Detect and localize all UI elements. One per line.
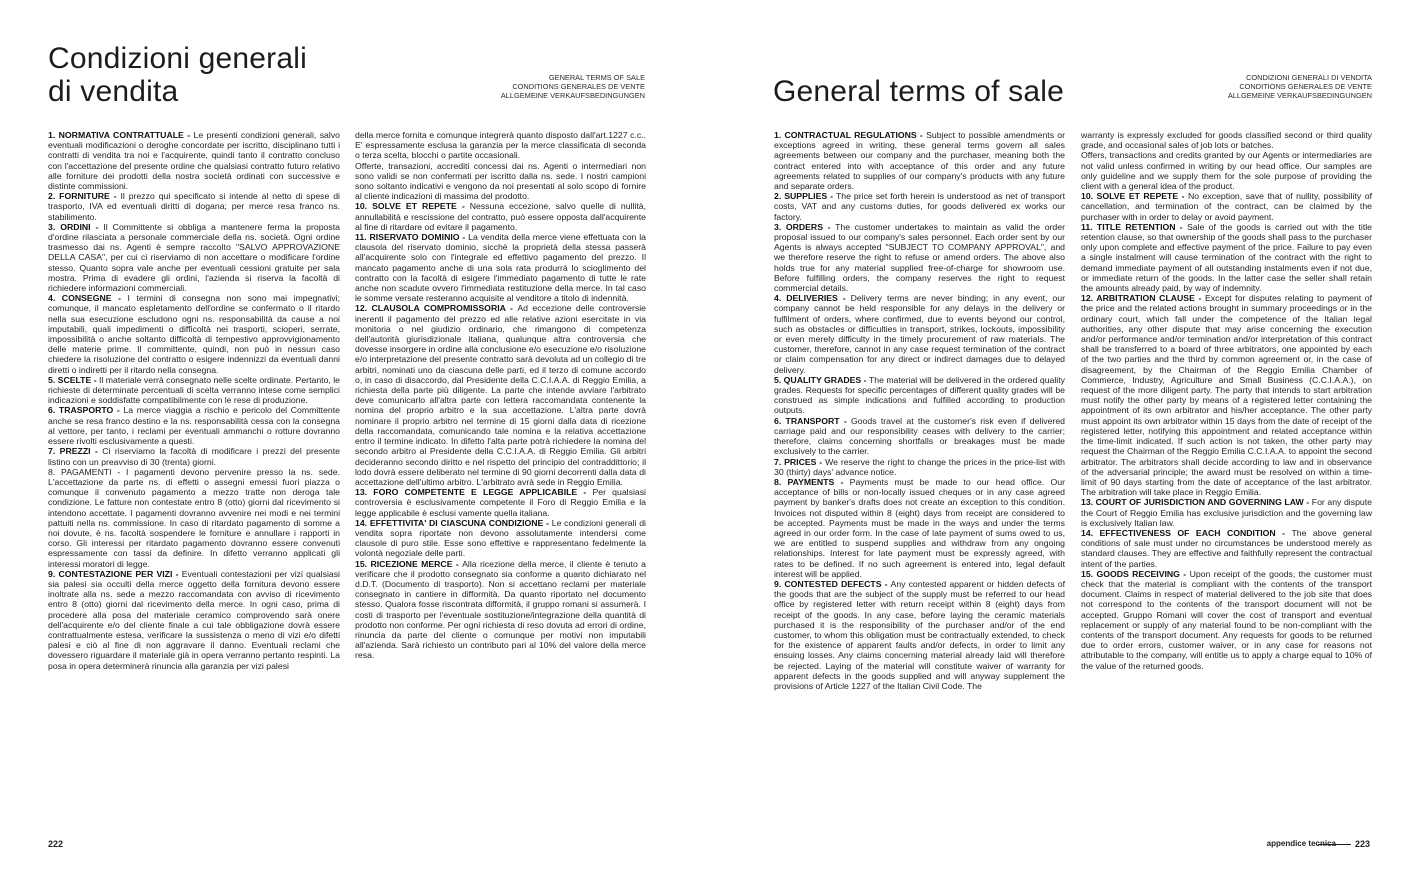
clause-paragraph: [48, 569, 340, 671]
clause-heading: 7. PREZZI -: [48, 446, 103, 457]
clause-heading: 5. QUALITY GRADES -: [774, 374, 869, 385]
language-label: CONDITIONS GENERALES DE VENTE: [1239, 82, 1372, 91]
footer-rule: [1318, 844, 1351, 845]
clause-heading: 7. PRICES -: [774, 456, 826, 467]
clause-paragraph: [774, 477, 1065, 579]
clause-text: Delivery terms are never binding; in any event, our company cannot be held responsible for any delays in the delivery or fulfilment of orders, where confirmed, due to events beyond our control, such as obstacles or difficulties in transport, strikes, lockouts, impossibility or even merely difficulty in the timely procurement of raw materials. The customer, therefore, cannot in any case request termination of the contract or claim compensation for any direct or indirect damages due to delayed delivery.: [774, 293, 1065, 375]
clause-text: Any contested apparent or hidden defects of the goods that are the subject of the supply must be referred to our head office by registered letter with return receipt within 8 (eight) days from receipt of the goods. In any case, before laying the ceramic materials purchased it is the responsibility of the purchaser and/or of the end customer, to whom this obligation must be contractually extended, to check for the existence of apparent faults and/or defects, in order to limit any ensuing losses. Any claims concerning material already laid will therefore be rejected. Laying of the material will constitute waiver of warranty for apparent defects in the goods supplied and will anyway supplement the provisions of Article 1227 of the Italian Civil Code. The: [774, 578, 1065, 691]
clause-paragraph: [774, 416, 1065, 457]
right-page-column-2: [1081, 130, 1372, 830]
clause-heading: 1. NORMATIVA CONTRATTUALE -: [48, 130, 194, 140]
clause-text: La merce viaggia a rischio e pericolo del Committente anche se resa franco destino e la ns. responsabilità cessa con la consegna al vettore, per tanto, i reclami per eventuali ammanchi o rotture dovranno essere rivolti esclusivamente a questi.: [48, 405, 340, 447]
clause-paragraph: [48, 375, 340, 406]
clause-paragraph: [355, 518, 646, 559]
clause-text: The price set forth herein is understood as net of transport costs, VAT and any customs duties, for goods delivered ex works our factory.: [774, 191, 1065, 222]
clause-heading: 14. EFFECTIVENESS OF EACH CONDITION -: [1081, 527, 1292, 538]
language-label: GENERAL TERMS OF SALE: [548, 73, 645, 82]
clause-paragraph: [1081, 569, 1372, 671]
language-label: ALLGEMEINE VERKAUFSBEDINGUNGEN: [1227, 91, 1372, 100]
clause-paragraph: [774, 191, 1065, 222]
clause-heading: 3. ORDINI -: [48, 221, 104, 232]
clause-heading: 4. DELIVERIES -: [774, 293, 851, 304]
clause-paragraph: [48, 405, 340, 446]
clause-text: I termini di consegna non sono mai impegnativi; comunque, il mancato espletamento dell'ordine se confermato o il ritardo nella sua esecuzione escludono ogni ns. responsabilità da cause a noi imputabili, quali impedimenti o difficoltà nei trasporti, scioperi, serrate, impossibilità o anche soltanto difficoltà di tempestivo approvvigionamento delle materie prime. Il committente, quindi, non può in nessun caso chiedere la risoluzione del contratto o esigere indennizzi da eventuali danni diretti o indiretti per il ritardo nella consegna.: [48, 293, 340, 375]
clause-paragraph: [774, 457, 1065, 477]
clause-heading: 11. TITLE RETENTION -: [1081, 221, 1187, 232]
clause-text: Il prezzo qui specificato si intende al netto di spese di trasporto, IVA ed eventuali diritti di dogana; per merce resa franco ns. stabilimento.: [48, 191, 340, 222]
clause-text: No exception, save that of nullity, possibility of cancellation, and termination of the contract, can be claimed by the purchaser with in order to delay or avoid payment.: [1081, 191, 1372, 222]
clause-text: warranty is expressly excluded for goods classified second or third quality grade, and occasional sales of job lots or batches.: [1081, 130, 1372, 151]
clause-heading: 12. ARBITRATION CLAUSE -: [1081, 293, 1205, 304]
clause-heading: 11. RISERVATO DOMINIO -: [355, 232, 469, 243]
clause-paragraph: [355, 201, 646, 232]
clause-paragraph: [774, 579, 1065, 691]
clause-text: Offerte, transazioni, accrediti concessi dai ns. Agenti o intermediari non sono validi se non confermati per iscritto dalla ns. sede. I nostri campioni sono soltanto indicativi e vengono da noi presentati al solo scopo di fornire al cliente indicazioni di massima del prodotto.: [355, 160, 646, 202]
clause-heading: 5. SCELTE -: [48, 374, 100, 385]
left-page-title: Condizioni generali di vendita: [48, 42, 307, 108]
clause-paragraph: [355, 161, 646, 202]
left-page-column-1: [48, 130, 340, 830]
footer-section-label: appendice tecnica: [1266, 839, 1336, 848]
clause-paragraph: [1081, 497, 1372, 528]
language-label: CONDITIONS GENERALES DE VENTE: [512, 82, 645, 91]
clause-text: Upon receipt of the goods, the customer must check that the material is compliant with the contents of the transport document. Claims in respect of material delivered to the job site that does not correspond to the contents of the transport document will not be accepted. Gruppo Romani will cover the cost of transport and eventual replacement or supply of any material found to be non-compliant with the contents of the transport document. Any requests for goods to be returned due to order errors, customer waiver, or in any case for reasons not attributable to the company, will entitle us to apply a charge equal to 10% of the value of the returned goods.: [1081, 568, 1372, 671]
clause-heading: 10. SOLVE ET REPETE -: [1081, 191, 1188, 202]
clause-text: We reserve the right to change the prices in the price-list with 30 (thirty) days' advance notice.: [774, 456, 1065, 477]
clause-paragraph: [355, 232, 646, 303]
clause-paragraph: [774, 293, 1065, 375]
clause-heading: 2. FORNITURE -: [48, 191, 121, 202]
clause-text: della merce fornita e comunque integrerà quanto disposto dall'art.1227 c.c.. E' espressamente esclusa la garanzia per la merce classificata di seconda o terza scelta, blocchi o partite occasionali.: [355, 130, 646, 161]
clause-text: For any dispute the Court of Reggio Emilia has exclusive jurisdiction and the governing law is exclusively Italian law.: [1081, 497, 1372, 528]
clause-paragraph: [355, 130, 646, 161]
clause-heading: 2. SUPPLIES -: [774, 191, 836, 202]
clause-text: Offers, transactions and credits granted by our Agents or intermediaries are not valid unless confirmed in writing by our head office. Our samples are only guideline and we supply them for the sole purpose of providing the client with a general idea of the product.: [1081, 150, 1372, 192]
clause-text: Le condizioni generali di vendita sopra riportate non devono assolutamente intendersi come clausole di puro stile. Esse sono effettive e rappresentano fedelmente la volontà negoziale delle parti.: [355, 517, 646, 559]
left-page-column-2: [355, 130, 646, 830]
clause-paragraph: [1081, 191, 1372, 222]
clause-heading: 13. COURT OF JURISDICTION AND GOVERNING LAW -: [1081, 497, 1312, 508]
clause-paragraph: [774, 375, 1065, 416]
clause-text: The above general conditions of sale must under no circumstances be understood merely as standard clauses. They are effective and faithfully represent the contractual intent of the parties.: [1081, 527, 1372, 569]
clause-text: Sale of the goods is carried out with the title retention clause, so that ownership of the goods shall pass to the purchaser only upon complete and effective payment of the price. Failure to pay even a single instalment will cause termination of the contract with the right to demand immediate payment of all outstanding instalments even if not due, or immediate return of the goods. In the latter case the seller shall retain the amounts already paid, by way of indemnity.: [1081, 221, 1372, 294]
clause-paragraph: [48, 293, 340, 375]
clause-paragraph: [1081, 528, 1372, 569]
clause-text: The material will be delivered in the ordered quality grades. Requests for specific percentages of different quality grades will be construed as simple indications and fulfilled according to production outputs.: [774, 374, 1065, 416]
clause-paragraph: [774, 222, 1065, 293]
clause-paragraph: [1081, 130, 1372, 150]
clause-text: Alla ricezione della merce, il cliente è tenuto a verificare che il prodotto consegnato sia conforme a quanto dichiarato nel d.D.T. (Documento di trasporto). Non si accettano reclami per materiale consegnato in cantiere in difformità. Da quanto riportato nel documento stesso. Qualora fosse riscontrata difformità, il gruppo romani si assumerà. I costi di trasporto per l'eventuale sostituzione/integrazione della quantità di prodotto non conforme. Per ogni richiesta di reso dovuta ad errori di ordine, rinuncia da parte del cliente o comunque per motivi non imputabili all'azienda. Sarà richiesto un contributo pari al 10% del valore della merce resa.: [355, 558, 646, 661]
clause-paragraph: [48, 222, 340, 293]
clause-heading: 1. CONTRACTUAL REGULATIONS -: [774, 130, 927, 140]
clause-text: La vendita della merce viene effettuata con la clausola del riservato dominio, sicchè la proprietà della stessa passerà all'acquirente solo con l'integrale ed effettivo pagamento del prezzo. Il mancato pagamento anche di una sola rata produrrà lo scioglimento del contratto con la facoltà di esigere l'immediato pagamento di tutte le rate anche non scadute ovvero l'immediata restituzione della merce. In tal caso le somme versate resteranno acquisite al venditore a titolo di indennità.: [355, 232, 646, 304]
clause-paragraph: [48, 130, 340, 191]
clause-text: 8. PAGAMENTI - I pagamenti devono pervenire presso la ns. sede. L'accettazione da parte ns. di effetti o assegni emessi fuori piazza o comunque il convenuto pagamento a mezzo tratte non deroga tale condizione. Le fatture non contestate entro 8 (otto) giorni dal ricevimento si intendono accettate. I pagamenti dovranno avvenire nei modi e nei termini pattuiti nella ns. commissione. In caso di ritardato pagamento di somme a noi dovute, è ns. facoltà sospendere le forniture e annullare i rapporti in corso. Gli interessi per ritardato pagamento dovranno essere convenuti espressamente con tassi da definire. In difetto verranno applicati gli interessi moratori di legge.: [48, 466, 340, 569]
clause-text: Le presenti condizioni generali, salvo eventuali modificazioni o deroghe concordate per iscritto, disciplinano tutti i contratti di vendita tra noi e l'acquirente, quindi tanto il contratto concluso con l'accettazione del presente ordine che qualsiasi contratto futuro relativo alle forniture dei prodotti della nostra società ordinati con successive e distinte commissioni.: [48, 130, 340, 192]
clause-text: Subject to possible amendments or exceptions agreed in writing, these general terms govern all sales agreements between our company and the purchaser, meaning both the contract entered into with acceptance of this order and any future agreements related to supplies of our company's products with any future and separate orders.: [774, 130, 1065, 192]
clause-heading: 9. CONTESTAZIONE PER VIZI -: [48, 568, 182, 579]
right-page-column-1: [774, 130, 1065, 830]
clause-heading: 12. CLAUSOLA COMPROMISSORIA -: [355, 303, 518, 314]
clause-paragraph: [48, 467, 340, 569]
clause-heading: 15. GOODS RECEIVING -: [1081, 568, 1190, 579]
clause-heading: 13. FORO COMPETENTE E LEGGE APPLICABILE -: [355, 487, 593, 498]
clause-heading: 14. EFFETTIVITA' DI CIASCUNA CONDIZIONE -: [355, 517, 552, 528]
clause-paragraph: [355, 303, 646, 487]
clause-heading: 10. SOLVE ET REPETE -: [355, 201, 470, 212]
clause-text: Payments must be made to our head office. Our acceptance of bills or non-locally issued cheques or in any case agreed payment by banker's drafts does not create an exception to this condition. Invoices not disputed within 8 (eight) days from receipt are considered to be accepted. Payments must be made in the ways and under the terms agreed in our order form. In the case of late payment of sums owed to us, we are entitled to suspend supplies and withdraw from any ongoing relationships. Interest for late payment must be expressly agreed, with rates to be defined. If no such agreement is entered into, legal default interest will be applied.: [774, 476, 1065, 579]
clause-heading: 9. CONTESTED DEFECTS -: [774, 578, 891, 589]
clause-text: Goods travel at the customer's risk even if delivered carriage paid and our responsibility ceases with delivery to the carrier; therefore, claims concerning shortfalls or breakages must be made exclusively to the carrier.: [774, 415, 1065, 457]
clause-text: Except for disputes relating to payment of the price and the related actions brought in summary proceedings or in the ordinary court, which fall under the competence of the Italian legal authorities, any other dispute that may arise concerning the execution and/or performance and/or termination and/or interpretation of this contract shall be transferred to a board of three arbitrators, one appointed by each of the two parties and the third by common agreement or, in the case of disagreement, by the Chairman of the Reggio Emilia Chamber of Commerce, Industry, Agriculture and Small Business (C.C.I.A.A.), on request of the more diligent party. The party that intends to start arbitration must notify the other party by means of a registered letter containing the appointment of its own arbitrator and his/her acceptance. The other party must appoint its own arbitrator within 15 days from the date of receipt of the registered letter, notifying this appointment and related acceptance within the time-limit indicated. If such action is not taken, the other party may request the Chairman of the Reggio Emilia C.C.I.A.A. to appoint the second arbitrator. The arbitrators shall decide according to law and in observance of the adversarial principle; the award must be resolved on within a time-limit of 90 days starting from the date of acceptance of the last arbitrator. The arbitration will take place in Reggio Emilia.: [1081, 293, 1372, 498]
clause-paragraph: [774, 130, 1065, 191]
clause-heading: 3. ORDERS -: [774, 221, 836, 232]
clause-paragraph: [48, 191, 340, 222]
clause-text: Eventuali contestazioni per vizi qualsiasi sia palesi sia occulti della merce oggetto della fornitura devono essere inoltrate alla ns. sede a mezzo raccomandata con avviso di ricevimento entro 8 (otto) giorni dal ricevimento della merce. In ogni caso, prima di procedere alla posa del materiale ceramico comprovendo sarà onere dell'acquirente e/o del cliente finale a cui tale obbligazione dovrà essere contrattualmente estesa, verificare la sussistenza o meno di vizi e/o difetti palesi e ciò al fine di non aggravare il danno. Eventuali reclami che dovessero riguardare il materiale già in opera verranno pertanto respinti. La posa in opera determinerà rinuncia alla garanzia per vizi palesi: [48, 568, 340, 671]
left-page-number: 222: [48, 839, 64, 849]
right-page-language-list: [1228, 73, 1372, 100]
left-page-language-list: [501, 73, 645, 100]
clause-heading: 15. RICEZIONE MERCE -: [355, 558, 463, 569]
clause-text: Il Committente si obbliga a mantenere ferma la proposta d'ordine rilasciata a personale commerciale della ns. società. Ogni ordine trasmesso dai ns. Agenti è sempre raccolto "SALVO APPROVAZIONE DELLA CASA", per cui ci riserviamo di non accettare o modificare l'ordine stesso. Quanto sopra vale anche per eventuali cessioni gratuite per sala mostra. Prima di evadere gli ordini, l'azienda si riserva la facoltà di richiedere informazioni commerciali.: [48, 221, 340, 294]
right-page-title: General terms of sale: [773, 75, 1064, 108]
clause-text: Ad eccezione delle controversie inerenti il pagamento del prezzo ed alle relative azioni esercitate in via monitoria o nel giudizio ordinario, che rimangono di competenza dell'autorità giurisdizionale italiana, qualunque altra controversia che dovesse insorgere in ordine alla conclusione e/o esecuzione e/o risoluzione e/o interpretazione del presente contratto sarà devoluta ad un collegio di tre arbitri, nominati uno da ciascuna delle parti, ed il terzo di comune accordo o, in caso di disaccordo, dal Presidente della C.C.I.A.A. di Reggio Emilia, a richiesta della parte più diligente. La parte che intende avviare l'arbitrato deve comunicarlo all'altra parte con lettera raccomandata contenente la nomina del proprio arbitro e la sua accettazione. L'altra parte dovrà nominare il proprio arbitro nel termine di 15 giorni dalla data di ricezione della raccomandata, comunicando tale nomina e la relativa accettazione entro il termine indicato. In difetto l'alta parte potrà richiedere la nomina del secondo arbitro al Presidente della C.C.I.A.A. di Reggio Emilia. Gli arbitri decideranno secondo diritto e nel rispetto del principio del contraddittorio; il lodo dovrà essere deliberato nel termine di 90 giorni decorrenti dalla data di accettazione dell'ultimo arbitro. L'arbitrato avrà sede in Reggio Emilia.: [355, 303, 646, 487]
clause-paragraph: [1081, 293, 1372, 497]
right-page-number: 223: [1355, 839, 1371, 849]
clause-heading: 6. TRASPORTO -: [48, 405, 124, 416]
clause-heading: 6. TRANSPORT -: [774, 415, 851, 426]
clause-paragraph: [355, 487, 646, 518]
clause-text: Ci riserviamo la facoltà di modificare i prezzi del presente listino con un preavviso di 30 (trenta) giorni.: [48, 446, 340, 467]
clause-text: Nessuna eccezione, salvo quelle di nullità, annullabilità e rescissione del contratto, può essere opposta dall'acquirente al fine di ritardare od evitare il pagamento.: [355, 201, 646, 232]
clause-text: Per qualsiasi controversia è esclusivamente competente il Foro di Reggio Emilia e la legge applicabile è esclusi vamente quella italiana.: [355, 487, 646, 518]
language-label: CONDIZIONI GENERALI DI VENDITA: [1246, 73, 1372, 82]
clause-heading: 8. PAYMENTS -: [774, 476, 850, 487]
clause-heading: 4. CONSEGNE -: [48, 293, 128, 304]
clause-paragraph: [355, 559, 646, 661]
clause-text: Il materiale verrà consegnato nelle scelte ordinate. Pertanto, le richieste di determinate percentuali di scelta verranno intese come semplici indicazioni e soddisfatte compatibilmente con le rese di produzione.: [48, 374, 340, 406]
language-label: ALLGEMEINE VERKAUFSBEDINGUNGEN: [500, 91, 645, 100]
clause-paragraph: [1081, 150, 1372, 191]
clause-paragraph: [48, 446, 340, 466]
clause-paragraph: [1081, 222, 1372, 293]
clause-text: The customer undertakes to maintain as valid the order proposal issued to our company's sales personnel. Each order sent by our Agents is always accepted "SUBJECT TO COMPANY APPROVAL", and we therefore reserve the right to refuse or amend orders. The above also holds true for any material supplied free-of-charge for showroom use. Before fulfilling orders, the company reserves the right to request commercial details.: [774, 221, 1065, 294]
